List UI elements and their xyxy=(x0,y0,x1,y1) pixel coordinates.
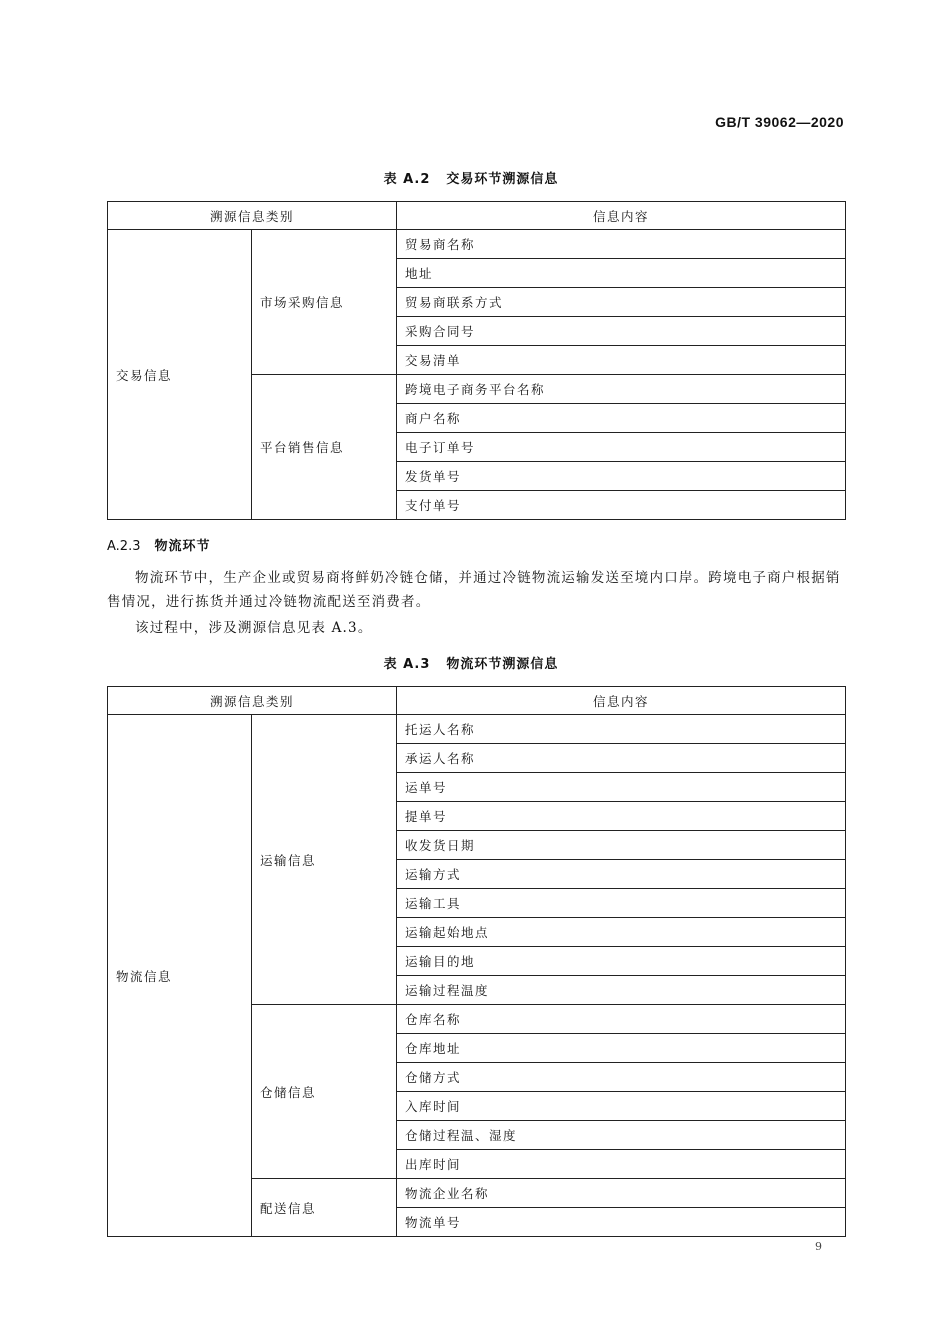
standard-code: GB/T 39062—2020 xyxy=(715,114,844,130)
table-a3-item: 运输方式 xyxy=(397,860,846,889)
table-a3-group-name: 运输信息 xyxy=(252,715,397,1005)
table-a2-header-category: 溯源信息类别 xyxy=(108,202,397,230)
table-a3-item: 运输目的地 xyxy=(397,947,846,976)
section-paragraph: 该过程中，涉及溯源信息见表 A.3。 xyxy=(135,620,373,636)
table-a3-category-cell: 物流信息 xyxy=(108,715,252,1237)
table-a3-caption xyxy=(0,653,942,672)
table-a2-header-row xyxy=(108,202,846,230)
table-a3-header-category: 溯源信息类别 xyxy=(108,687,397,715)
page-number: 9 xyxy=(815,1240,822,1253)
table-a2-item: 商户名称 xyxy=(397,404,846,433)
table-a3-item: 仓库地址 xyxy=(397,1034,846,1063)
table-a3-item: 运输过程温度 xyxy=(397,976,846,1005)
table-a2-header-content: 信息内容 xyxy=(397,202,846,230)
table-a2-caption xyxy=(0,168,942,187)
table-a2-item: 跨境电子商务平台名称 xyxy=(397,375,846,404)
table-a3-item: 仓储方式 xyxy=(397,1063,846,1092)
section-number: A.2.3 xyxy=(107,539,141,554)
table-a2-item: 采购合同号 xyxy=(397,317,846,346)
table-a2-item: 贸易商名称 xyxy=(397,230,846,259)
table-a3-item: 物流单号 xyxy=(397,1208,846,1237)
table-a2-caption-title: 交易环节溯源信息 xyxy=(446,172,559,187)
table-a3-item: 收发货日期 xyxy=(397,831,846,860)
table-a2-item: 交易清单 xyxy=(397,346,846,375)
table-a2-group-name: 平台销售信息 xyxy=(252,375,397,520)
table-a2-item: 发货单号 xyxy=(397,462,846,491)
section-title: 物流环节 xyxy=(154,539,211,554)
table-row xyxy=(108,715,846,744)
table-a3-item: 物流企业名称 xyxy=(397,1179,846,1208)
table-a3-header-content: 信息内容 xyxy=(397,687,846,715)
table-a2-caption-number: 表 A.2 xyxy=(383,172,431,187)
table-a3-item: 运单号 xyxy=(397,773,846,802)
table-a2-item: 地址 xyxy=(397,259,846,288)
table-a3-caption-title: 物流环节溯源信息 xyxy=(446,657,559,672)
table-a2-item: 电子订单号 xyxy=(397,433,846,462)
table-a2-category-cell: 交易信息 xyxy=(108,230,252,520)
table-a2-item: 支付单号 xyxy=(397,491,846,520)
table-a3-item: 托运人名称 xyxy=(397,715,846,744)
table-a3-item: 入库时间 xyxy=(397,1092,846,1121)
table-a3-item: 运输工具 xyxy=(397,889,846,918)
table-a3-caption-number: 表 A.3 xyxy=(383,657,431,672)
table-a3-item: 提单号 xyxy=(397,802,846,831)
table-row xyxy=(108,230,846,259)
section-paragraph: 物流环节中，生产企业或贸易商将鲜奶冷链仓储，并通过冷链物流运输发送至境内口岸。跨境电子商户根据销售情况，进行拣货并通过冷链物流配送至消费者。 xyxy=(107,570,841,610)
table-a3-item: 仓储过程温、湿度 xyxy=(397,1121,846,1150)
table-a3-group-name: 仓储信息 xyxy=(252,1005,397,1179)
table-a3-item: 运输起始地点 xyxy=(397,918,846,947)
table-a3 xyxy=(107,686,846,1237)
table-a3-header-row xyxy=(108,687,846,715)
section-heading xyxy=(107,535,211,554)
table-a3-item: 出库时间 xyxy=(397,1150,846,1179)
table-a2-item: 贸易商联系方式 xyxy=(397,288,846,317)
table-a3-item: 承运人名称 xyxy=(397,744,846,773)
table-a2 xyxy=(107,201,846,520)
table-a3-group-name: 配送信息 xyxy=(252,1179,397,1237)
table-a2-group-name: 市场采购信息 xyxy=(252,230,397,375)
table-a3-item: 仓库名称 xyxy=(397,1005,846,1034)
